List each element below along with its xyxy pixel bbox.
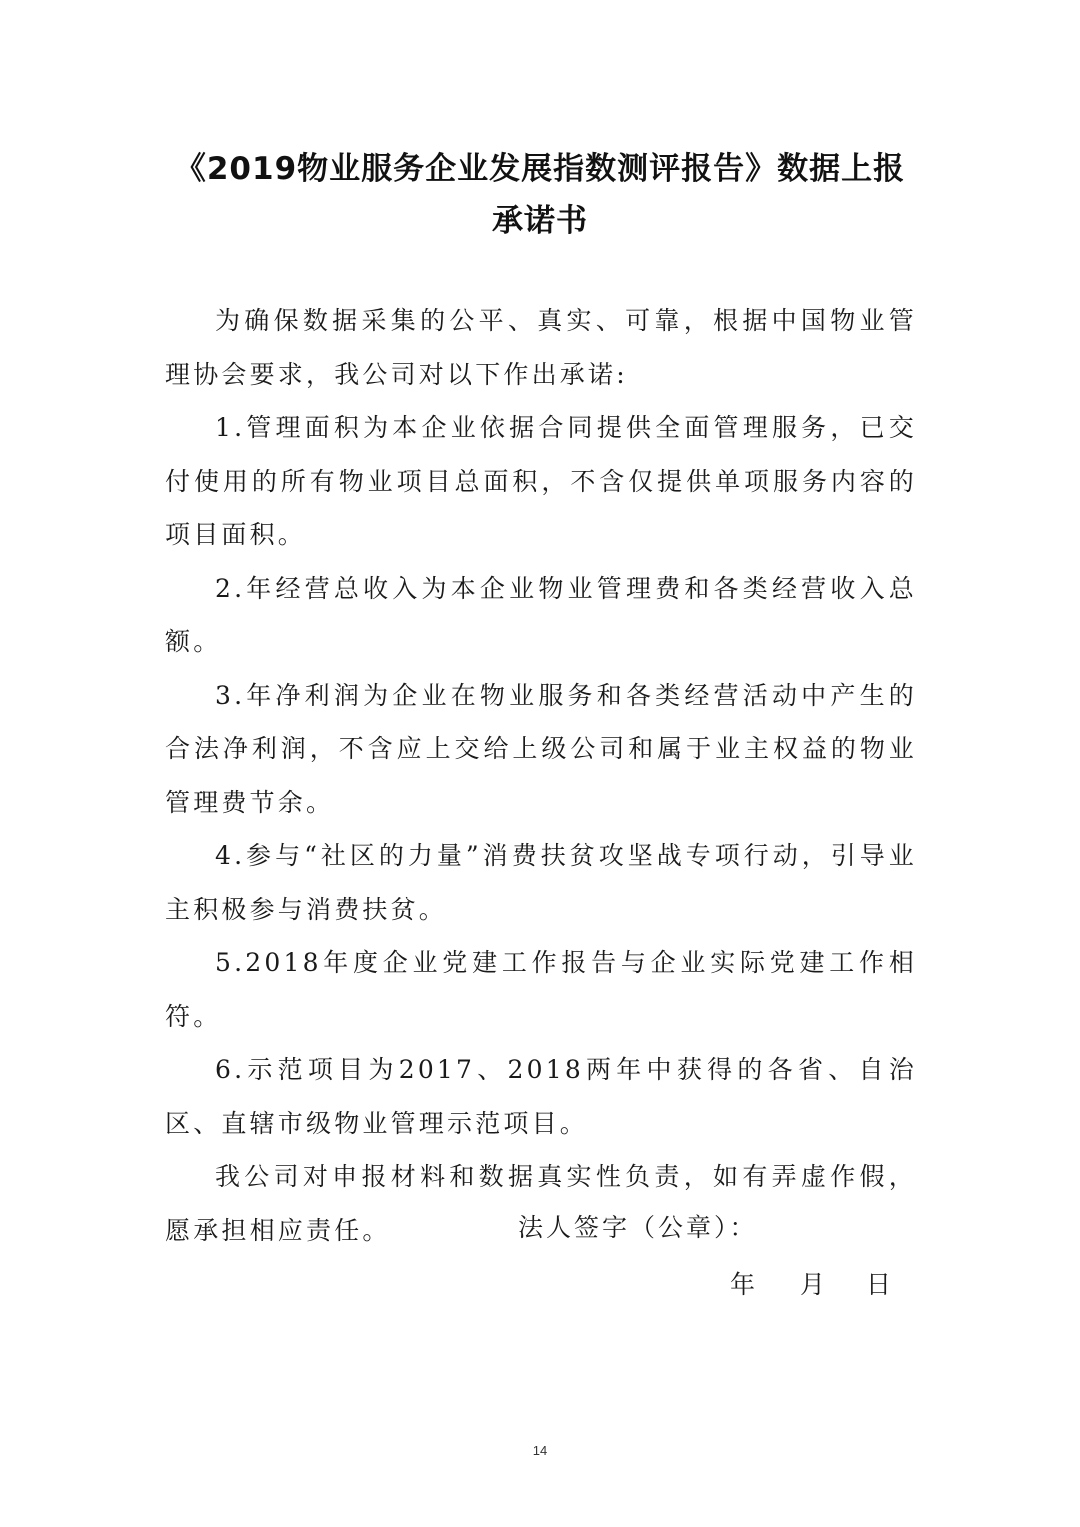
document-title-line-2: 承诺书	[492, 203, 588, 239]
closing-paragraph: 我公司对申报材料和数据真实性负责，如有弄虚作假，愿承担相应责任。	[165, 1162, 917, 1245]
commitment-item-1: 1.管理面积为本企业依据合同提供全面管理服务，已交付使用的所有物业项目总面积，不含仅提供单项服务内容的项目面积。	[165, 413, 917, 549]
intro-paragraph: 为确保数据采集的公平、真实、可靠，根据中国物业管理协会要求，我公司对以下作出承诺:	[165, 306, 917, 389]
date-year-label: 年	[730, 1270, 756, 1299]
commitment-item-4: 4.参与“社区的力量”消费扶贫攻坚战专项行动，引导业主积极参与消费扶贫。	[165, 841, 917, 924]
page-number: 14	[532, 1443, 548, 1458]
date-day-label: 日	[866, 1270, 892, 1299]
commitment-item-6: 6.示范项目为2017、2018两年中获得的各省、自治区、直辖市级物业管理示范项目。	[165, 1055, 917, 1138]
signature-label: 法人签字（公章）：	[518, 1213, 758, 1242]
commitment-item-2: 2.年经营总收入为本企业物业管理费和各类经营收入总额。	[165, 573, 917, 656]
commitment-body	[165, 294, 917, 1257]
document-title-line-1: 《2019物业服务企业发展指数测评报告》数据上报	[174, 151, 906, 187]
commitment-item-5: 5.2018年度企业党建工作报告与企业实际党建工作相符。	[165, 948, 917, 1031]
date-month-label: 月	[800, 1270, 826, 1299]
commitment-item-3: 3.年净利润为企业在物业服务和各类经营活动中产生的合法净利润，不含应上交给上级公司和属于业主权益的物业管理费节余。	[165, 680, 917, 817]
